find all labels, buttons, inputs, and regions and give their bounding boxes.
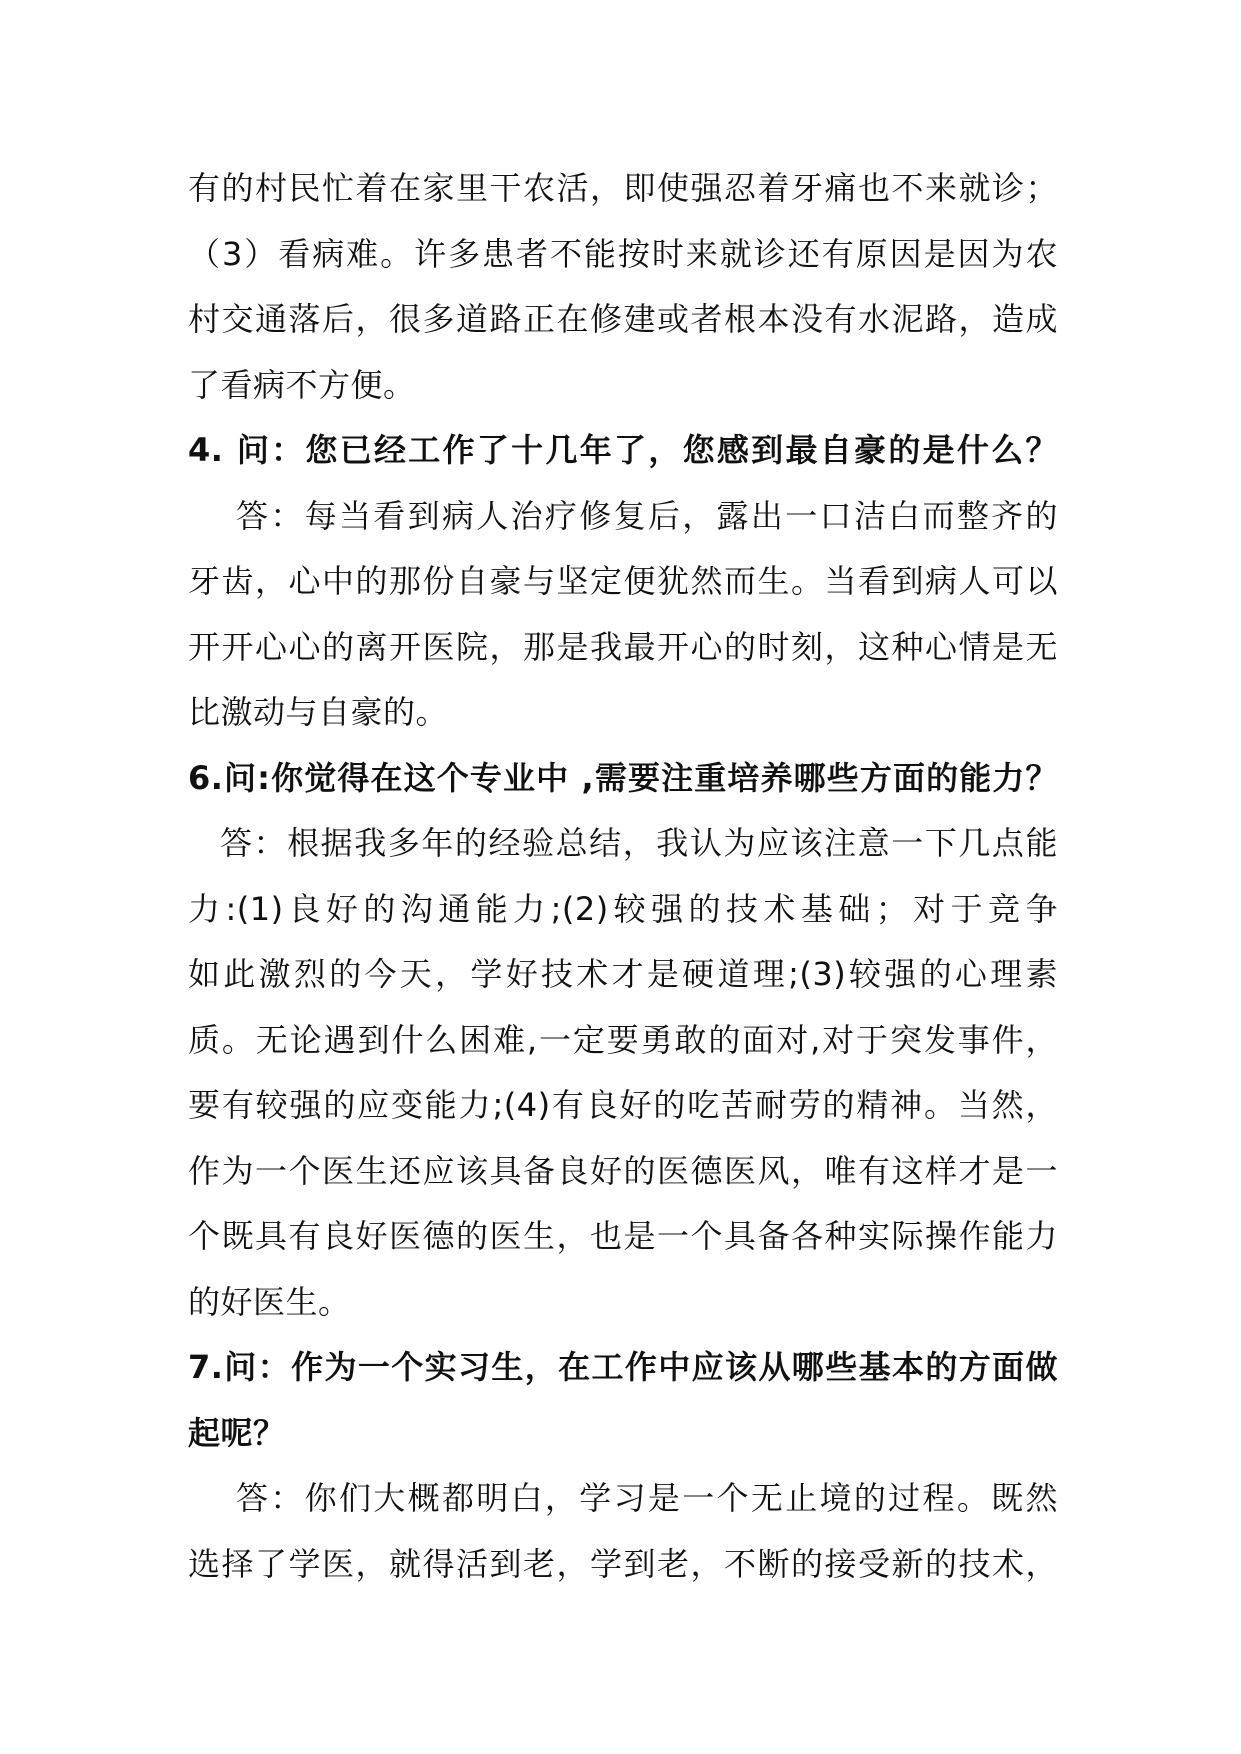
text-line: 比激动与自豪的。 — [188, 693, 449, 731]
text-line: 村交通落后，很多道路正在修建或者根本没有水泥路，造成 — [188, 300, 1058, 338]
text-line: 开开心心的离开医院，那是我最开心的时刻，这种心情是无 — [188, 627, 1058, 666]
text-line: 力:(1)良好的沟通能力;(2)较强的技术基础；对于竞争 — [188, 889, 1058, 928]
text-line: 要有较强的应变能力;(4)有良好的吃苦耐劳的精神。当然， — [188, 1086, 1058, 1124]
text-line: （3）看病难。许多患者不能按时来就诊还有原因是因为农 — [188, 234, 1058, 273]
text-line: 个既具有良好医德的医生，也是一个具备各种实际操作能力 — [188, 1217, 1058, 1255]
text-line: 质。无论遇到什么困难,一定要勇敢的面对,对于突发事件， — [188, 1020, 1058, 1059]
answer-line: 答：你们大概都明白，学习是一个无止境的过程。既然 — [236, 1479, 1058, 1517]
text-line: 如此激烈的今天，学好技术才是硬道理;(3)较强的心理素 — [188, 955, 1058, 993]
answer-line: 答：根据我多年的经验总结，我认为应该注意一下几点能 — [220, 824, 1058, 862]
answer-line: 答：每当看到病人治疗修复后，露出一口洁白而整齐的 — [236, 496, 1058, 535]
text-line: 了看病不方便。 — [188, 365, 416, 404]
text-line: 的好医生。 — [188, 1282, 351, 1321]
text-line: 选择了学医，就得活到老，学到老，不断的接受新的技术， — [188, 1544, 1058, 1583]
text-line: 作为一个医生还应该具备良好的医德医风，唯有这样才是一 — [188, 1151, 1058, 1190]
question-heading: 4. 问：您已经工作了十几年了，您感到最自豪的是什么？ — [188, 431, 1058, 469]
question-heading: 7.问：作为一个实习生，在工作中应该从哪些基本的方面做 — [188, 1348, 1058, 1386]
text-line: 牙齿，心中的那份自豪与坚定便犹然而生。当看到病人可以 — [188, 562, 1058, 600]
question-heading: 起呢？ — [188, 1413, 286, 1452]
text-line: 有的村民忙着在家里干农活，即使强忍着牙痛也不来就诊； — [188, 169, 1058, 207]
question-heading: 6.问:你觉得在这个专业中 ,需要注重培养哪些方面的能力？ — [188, 758, 1058, 797]
document-body — [188, 156, 1058, 1597]
